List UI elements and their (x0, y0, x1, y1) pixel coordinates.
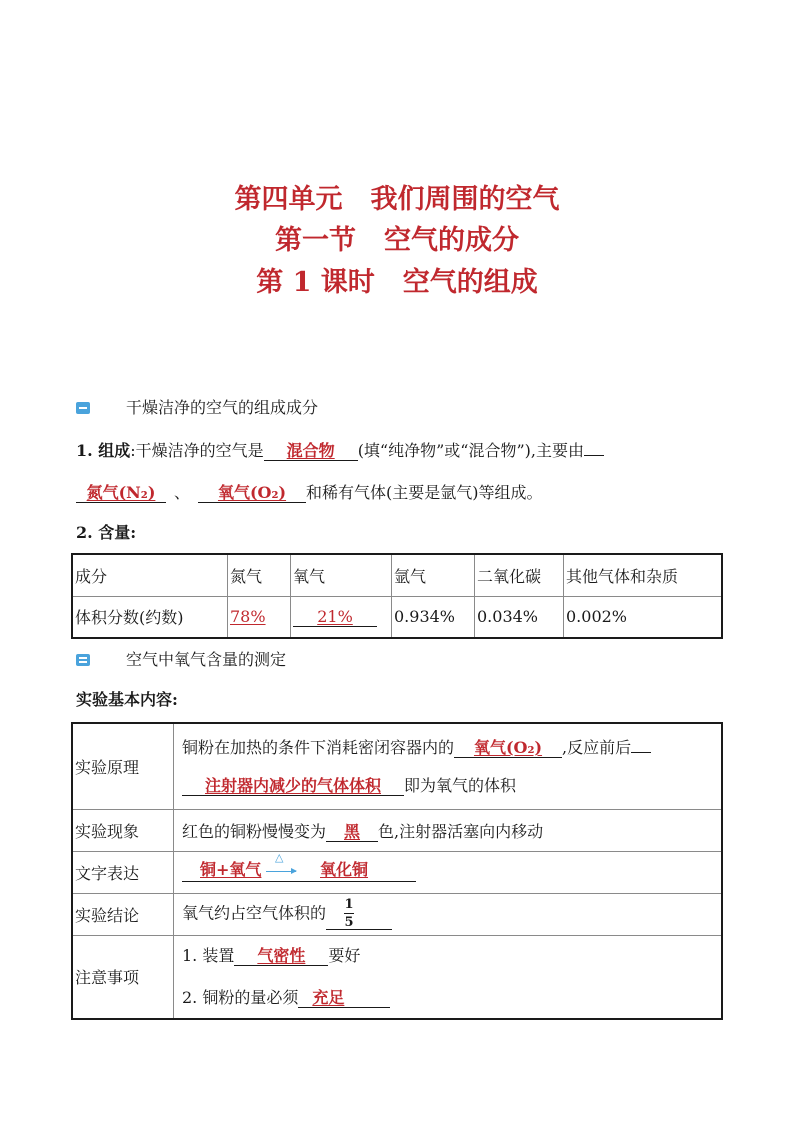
heat-condition-icon: △ (275, 850, 284, 864)
lesson-title (0, 269, 794, 296)
principle-label: 实验原理 (72, 723, 174, 809)
table-row (72, 723, 722, 809)
lesson-title-number: 第 1 课时 (256, 267, 375, 298)
composition-text-b: (填“纯净物”或“混合物”),主要由 (357, 441, 584, 460)
experiment-subheading: 实验基本内容: (76, 690, 178, 709)
notes-content (174, 935, 723, 1019)
note2-text-a: 2. 铜粉的量必须 (182, 987, 299, 1007)
expression-answer (182, 850, 416, 882)
phenomenon-text-a: 红色的铜粉慢慢变为 (182, 821, 327, 841)
section2-heading (76, 650, 286, 670)
section-title-number: 第一节 (275, 225, 356, 256)
header-cell: 成分 (72, 554, 228, 596)
content-label: 2. 含量 (76, 523, 131, 542)
value-cell: 0.002% (564, 596, 723, 638)
table-row (72, 851, 722, 893)
header-cell: 氮气 (228, 554, 291, 596)
composition-label: 1. 组成 (76, 441, 131, 460)
unit-title-number: 第四单元 (234, 184, 343, 215)
composition-text-a: :干燥洁净的空气是 (130, 441, 264, 460)
lesson-title-name: 空气的组成 (402, 267, 538, 298)
section-title-name: 空气的成分 (384, 225, 519, 256)
answer-oxygen-percent: 21% (293, 608, 377, 627)
section1-heading-text: 干燥洁净的空气的组成成分 (126, 398, 319, 417)
reaction-arrow-icon (266, 871, 296, 873)
answer-sufficient: 充足 (298, 989, 390, 1008)
section-two-icon (76, 654, 90, 666)
section1-heading (76, 398, 318, 418)
header-cell: 二氧化碳 (475, 554, 564, 596)
content-heading (76, 522, 136, 544)
note1-text-b: 要好 (328, 945, 361, 965)
conclusion-text: 氧气约占空气体积的 (182, 903, 327, 922)
header-cell: 氩气 (392, 554, 475, 596)
principle-content (174, 723, 723, 809)
table-row (72, 893, 722, 935)
blank-line (584, 439, 604, 456)
expression-content (174, 851, 723, 893)
section-title (0, 227, 794, 254)
unit-title-name: 我们周围的空气 (370, 184, 560, 215)
answer-oxygen: 氧气(O₂) (198, 484, 306, 503)
conclusion-answer (326, 898, 392, 931)
composition-table (71, 553, 723, 639)
header-cell: 氧气 (291, 554, 392, 596)
answer-mixture: 混合物 (264, 442, 358, 461)
answer-black: 黑 (326, 823, 378, 842)
section2-heading-text: 空气中氧气含量的测定 (126, 650, 287, 669)
blank-line (631, 736, 651, 753)
answer-reactants: 铜+氧气 (200, 859, 262, 879)
header-cell: 其他气体和杂质 (564, 554, 723, 596)
answer-fraction (344, 898, 354, 930)
phenomenon-content (174, 809, 723, 851)
principle-text-c: 即为氧气的体积 (404, 775, 517, 795)
unit-title (0, 186, 794, 213)
principle-text-b: ,反应前后 (562, 737, 632, 757)
answer-airtightness: 气密性 (234, 947, 328, 966)
value-cell: 0.934% (392, 596, 475, 638)
table-row (72, 596, 722, 638)
answer-volume-decrease: 注射器内减少的气体体积 (182, 777, 404, 796)
section-one-icon (76, 402, 90, 414)
content-colon: : (130, 523, 137, 542)
table-header-row (72, 554, 722, 596)
phenomenon-text-b: 色,注射器活塞向内移动 (378, 821, 544, 841)
table-row (72, 809, 722, 851)
answer-oxygen-consumed: 氧气(O₂) (454, 739, 562, 758)
answer-product: 氧化铜 (320, 859, 369, 879)
fraction-bar (344, 913, 354, 915)
note1-text-a: 1. 装置 (182, 945, 235, 965)
fraction-denominator: 5 (344, 915, 354, 931)
composition-line-1 (76, 439, 604, 462)
row-label-cell: 体积分数(约数) (72, 596, 228, 638)
composition-line-2 (76, 482, 543, 504)
fraction-numerator: 1 (344, 896, 354, 912)
answer-nitrogen: 氮气(N₂) (76, 484, 166, 503)
separator: 、 (174, 483, 191, 502)
table-row (72, 935, 722, 1019)
notes-label: 注意事项 (72, 935, 174, 1019)
conclusion-label: 实验结论 (72, 893, 174, 935)
value-cell (291, 596, 392, 638)
experiment-table (71, 722, 723, 1020)
answer-nitrogen-percent: 78% (230, 607, 266, 627)
composition-text-c: 和稀有气体(主要是氩气)等组成。 (306, 483, 543, 502)
principle-text-a: 铜粉在加热的条件下消耗密闭容器内的 (182, 737, 455, 757)
value-cell: 0.034% (475, 596, 564, 638)
expression-label: 文字表达 (72, 851, 174, 893)
value-cell (228, 596, 291, 638)
phenomenon-label: 实验现象 (72, 809, 174, 851)
conclusion-content (174, 893, 723, 935)
